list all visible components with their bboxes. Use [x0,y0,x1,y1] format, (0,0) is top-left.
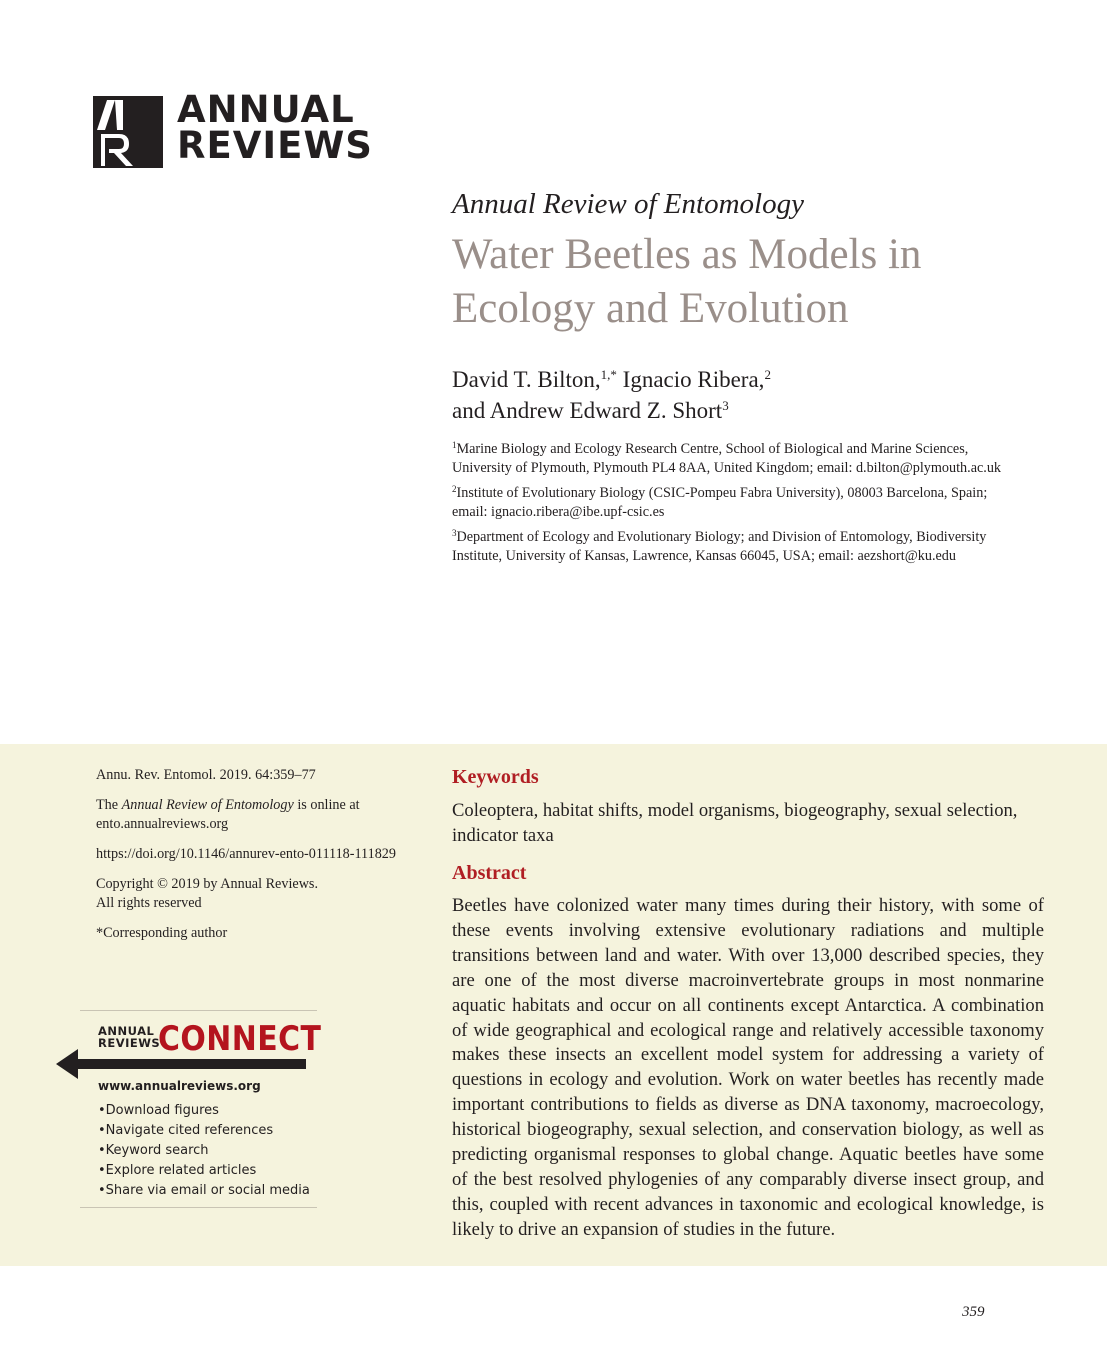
author-affil-marker: 3 [722,398,729,413]
online-note-post: is online at ento.annualreviews.org [96,797,360,832]
doi-link[interactable]: https://doi.org/10.1146/annurev-ento-011118-111829 [96,846,396,862]
copyright [96,875,396,913]
keywords-abstract [452,764,1044,1243]
list-item: • Keyword search [98,1141,310,1161]
author-affil-marker: 2 [764,367,771,382]
online-note-journal: Annual Review of Entomology [121,797,294,813]
list-item: • Explore related articles [98,1161,310,1181]
affiliation [452,484,1012,522]
corresponding-note: *Corresponding author [96,925,228,941]
list-item: • Download figures [98,1101,310,1121]
page-number: 359 [962,1304,985,1320]
author-name: David T. Bilton, [452,367,601,392]
logo-wordmark [177,88,373,167]
abstract-text: Beetles have colonized water many times during their history, with some of these events involving extensive evolutionary radiations and multiple transitions between land and water. With over 13,000 described species, they are one of the most diverse macroinvertebrate groups in most nonmarine aquatic habitats and occur on all continents except Antarctica. A combination of wide geographical and ecological range and relatively accessible taxonomy makes these insects an excellent model system for addressing a variety of questions in ecology and evolution. Work on water beetles has recently made important contributions to fields as diverse as DNA taxonomy, macroecology, historical biogeography, sexual selection, and conservation biology, as well as predicting organismal responses to global change. Aquatic beetles have some of the best resolved phylogenies of any comparably diverse insect group, and this, coupled with recent advances in taxonomic and ecological knowledge, is likely to drive an expansion of studies in the future. [452,895,1044,1240]
keywords-text: Coleoptera, habitat shifts, model organisms, biogeography, sexual selection, indicator taxa [452,800,1018,846]
affiliation [452,440,1012,478]
journal-name: Annual Review of Entomology [452,188,804,220]
list-item: • Share via email or social media [98,1181,310,1201]
connect-small-label [98,1025,160,1049]
author-name: Ignacio Ribera, [622,367,765,392]
author-name: and Andrew Edward Z. Short [452,398,723,423]
affiliation-text: Department of Ecology and Evolutionary Biology; and Division of Entomology, Biodiversity Institute, University of Kansas, Lawrence, Kansas 66045, USA; email: aezshort@ku.edu [452,529,987,564]
connect-features-list [98,1101,310,1201]
citation: Annu. Rev. Entomol. 2019. 64:359–77 [96,767,316,783]
abstract-heading: Abstract [452,862,527,884]
affiliation-number: 3 [452,528,457,538]
author-list [452,364,1052,426]
list-item: • Navigate cited references [98,1121,310,1141]
connect-small-line1: ANNUAL [98,1024,155,1038]
logo-line1: ANNUAL [177,88,355,131]
online-note [96,796,396,834]
rights-line: All rights reserved [96,895,202,911]
connect-url-link[interactable]: www.annualreviews.org [98,1079,261,1093]
affiliation-text: Institute of Evolutionary Biology (CSIC-Pompeu Fabra University), 08003 Barcelona, Spain; email: ignacio.ribera@ibe.upf-csic.es [452,485,988,520]
online-note-pre: The [96,797,122,813]
article-info-sidebar [96,766,396,954]
logo-line2: REVIEWS [177,124,373,167]
copyright-line: Copyright © 2019 by Annual Reviews. [96,876,319,892]
ar-logo-mark-icon [93,96,163,168]
affiliation [452,528,1012,566]
arrow-left-icon [56,1049,308,1079]
keywords-heading: Keywords [452,766,539,788]
author-affil-marker: 1,* [600,367,617,382]
connect-title: CONNECT [158,1019,322,1059]
connect-small-line2: REVIEWS [98,1036,161,1050]
affiliation-number: 2 [452,484,457,494]
article-title: Water Beetles as Models in Ecology and Evolution [452,231,922,332]
article-header [452,186,1052,572]
annual-reviews-connect-box[interactable] [80,1010,322,1208]
affiliation-text: Marine Biology and Ecology Research Centre, School of Biological and Marine Sciences, University of Plymouth, Plymouth PL4 8AA, United Kingdom; email: d.bilton@plymouth.ac.uk [452,441,1002,476]
affiliation-number: 1 [452,440,457,450]
affiliations [452,440,1012,566]
